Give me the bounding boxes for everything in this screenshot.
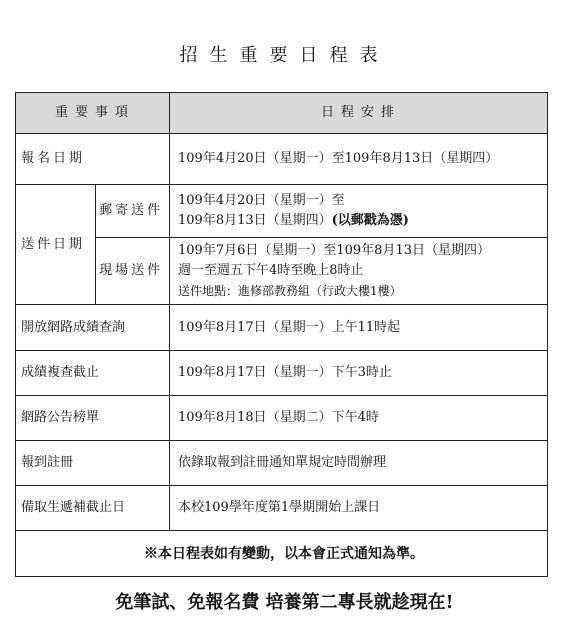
onsite-line-2: 週一至週五下午4時至晚上8時止 <box>178 263 364 278</box>
row-label: 成績複查截止 <box>16 351 170 396</box>
promo-tagline: 免筆試、免報名費 培養第二專長就趁現在! <box>115 592 454 613</box>
page-title: 招生重要日程表 <box>179 45 390 66</box>
row-label: 報到註冊 <box>16 441 170 486</box>
onsite-line-1: 109年7月6日（星期一）至109年8月13日（星期四） <box>178 243 490 258</box>
onsite-location: 送件地點：進修部教務組（行政大樓1樓） <box>178 284 402 298</box>
onsite-label: 現場送件 <box>96 238 170 305</box>
mail-value <box>170 185 548 238</box>
row-value: 109年8月17日（星期一）下午3時止 <box>170 351 548 396</box>
mail-line-1: 109年4月20日（星期一）至 <box>178 193 345 208</box>
note-row <box>16 531 548 577</box>
header-schedule: 日程安排 <box>170 93 548 134</box>
table-row <box>16 305 548 351</box>
row-value: 109年8月18日（星期二）下午4時 <box>170 396 548 441</box>
mail-postmark-note: (以郵戳為憑) <box>331 213 409 228</box>
row-value: 109年4月20日（星期一）至109年8月13日（星期四） <box>170 134 548 185</box>
row-label: 備取生遞補截止日 <box>16 486 170 531</box>
row-label: 報名日期 <box>16 134 170 185</box>
delivery-label: 送件日期 <box>16 185 96 305</box>
onsite-value <box>170 238 548 305</box>
table-row-mail <box>16 185 548 238</box>
schedule-note: ※本日程表如有變動，以本會正式通知為準。 <box>16 531 548 577</box>
table-row <box>16 486 548 531</box>
table-row <box>16 351 548 396</box>
table-row <box>16 134 548 185</box>
row-label: 開放網路成績查詢 <box>16 305 170 351</box>
table-row <box>16 441 548 486</box>
mail-line-2 <box>178 211 547 231</box>
row-label: 網路公告榜單 <box>16 396 170 441</box>
header-items: 重要事項 <box>16 93 170 134</box>
mail-label: 郵寄送件 <box>96 185 170 238</box>
row-value: 109年8月17日（星期一）上午11時起 <box>170 305 548 351</box>
table-row <box>16 396 548 441</box>
schedule-table <box>15 92 548 577</box>
row-value: 依錄取報到註冊通知單規定時間辦理 <box>170 441 548 486</box>
mail-date: 109年8月13日（星期四） <box>178 213 332 228</box>
table-row-onsite <box>16 238 548 305</box>
row-value: 本校109學年度第1學期開始上課日 <box>170 486 548 531</box>
table-header-row <box>16 93 548 134</box>
